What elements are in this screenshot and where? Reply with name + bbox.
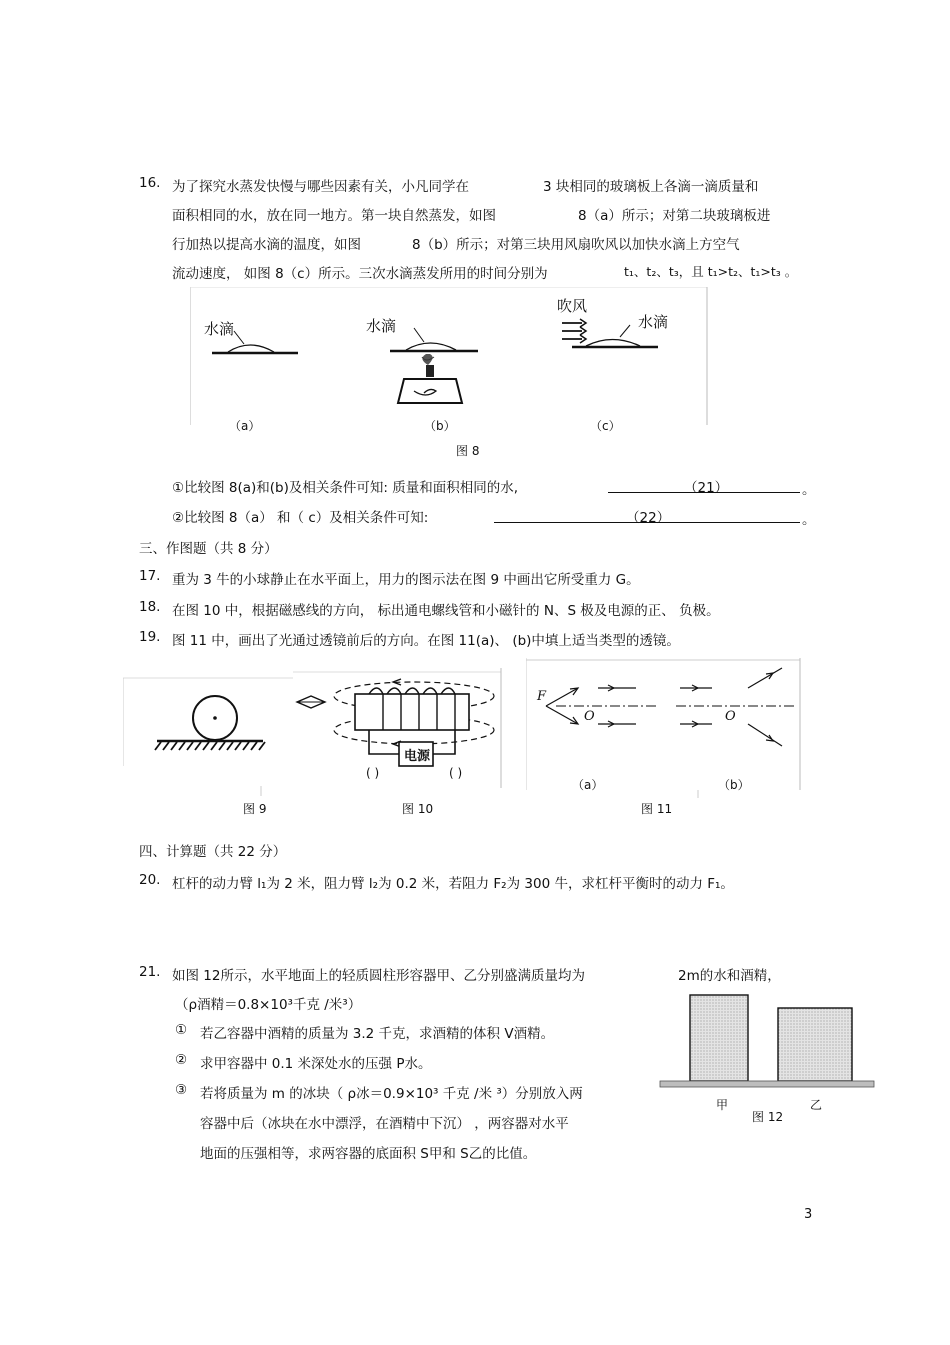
fig8-label-water-a: 水滴: [204, 320, 235, 338]
q16-sub2: ②比较图 8（a） 和（ c）及相关条件可知:: [172, 510, 429, 526]
fig11-O-label-a: O: [584, 709, 595, 724]
fig11-F-label: F: [537, 689, 547, 704]
fig10-paren-left: ( ): [366, 766, 380, 780]
figure-9: [123, 676, 295, 796]
page-number: 3: [804, 1207, 813, 1222]
q16-sub2-blank: （22）: [626, 510, 671, 526]
q16-line1b: 3 块相同的玻璃板上各滴一滴质量和: [543, 179, 759, 195]
fig11-caption-a: （a）: [572, 778, 604, 792]
section-3-heading: 三、作图题（共 8 分）: [139, 541, 278, 557]
fig8-caption: 图 8: [456, 444, 480, 458]
q16-sub2-end: 。: [802, 512, 816, 528]
q16-sub1-end: 。: [802, 482, 816, 498]
q21-p2: 求甲容器中 0.1 米深处水的压强 P水。: [200, 1056, 432, 1072]
q17-number: 17.: [139, 568, 161, 584]
fig10-power-label: 电源: [404, 749, 431, 764]
q21-p2-num: ②: [175, 1052, 188, 1068]
q16-line3b: 8（b）所示；对第三块用风扇吹风以加快水滴上方空气: [412, 237, 740, 253]
q21-line1b: 2m的水和酒精，: [678, 968, 781, 984]
q16-line1a: 为了探究水蒸发快慢与哪些因素有关，小凡同学在: [172, 179, 469, 195]
fig12-label-yi: 乙: [810, 1098, 823, 1112]
q19-text: 图 11 中，画出了光通过透镜前后的方向。在图 11(a)、 (b)中填上适当类型的透镜。: [172, 633, 680, 649]
q16-number: 16.: [139, 175, 161, 191]
q18-text: 在图 10 中，根据磁感线的方向， 标出通电螺线管和小磁针的 N、S 极及电源的正、 负极。: [172, 603, 720, 619]
fig10-paren-right: ( ): [449, 766, 463, 780]
fig8-label-water-c: 水滴: [638, 313, 669, 331]
fig8-label-water-b: 水滴: [366, 317, 397, 335]
q18-number: 18.: [139, 599, 161, 615]
q21-p3b: 容器中后（冰块在水中漂浮，在酒精中下沉） ，两容器对水平: [200, 1116, 569, 1132]
q21-line1: 如图 12所示，水平地面上的轻质圆柱形容器甲、乙分别盛满质量均为: [172, 968, 585, 984]
figure-8: [190, 287, 710, 435]
fig8-label-wind: 吹风: [557, 297, 588, 315]
q21-p1-num: ①: [175, 1022, 188, 1038]
q21-p1: 若乙容器中酒精的质量为 3.2 千克，求酒精的体积 V酒精。: [200, 1026, 555, 1042]
container-yi: [778, 1008, 852, 1081]
q21-line2: （ρ酒精＝0.8×10³千克 /米³）: [175, 997, 362, 1013]
fig8-caption-a: （a）: [229, 419, 261, 433]
figure-12: [658, 990, 878, 1090]
q16-line2a: 面积相同的水，放在同一地方。第一块自然蒸发，如图: [172, 208, 496, 224]
q16-sub1-blank: （21）: [684, 480, 729, 496]
q16-line4a: 流动速度， 如图 8（c）所示。三次水滴蒸发所用的时间分别为: [172, 266, 548, 282]
fig11-caption-b: （b）: [718, 778, 750, 792]
fig8-caption-b: （b）: [424, 419, 456, 433]
fig10-caption: 图 10: [402, 802, 434, 816]
fig12-label-jia: 甲: [716, 1098, 729, 1112]
q21-p3a: 若将质量为 m 的冰块（ ρ冰＝0.9×10³ 千克 /米 ³）分别放入两: [200, 1086, 583, 1102]
q20-text: 杠杆的动力臂 l₁为 2 米，阻力臂 l₂为 0.2 米，若阻力 F₂为 300 牛，求杠杆平衡时的动力 F₁。: [172, 876, 734, 892]
q21-p3-num: ③: [175, 1082, 188, 1098]
q21-p3c: 地面的压强相等，求两容器的底面积 S甲和 S乙的比值。: [200, 1146, 537, 1162]
figure-11: [526, 658, 802, 798]
q16-line4b: t₁、t₂、t₃，且 t₁>t₂、t₁>t₃ 。: [624, 264, 798, 279]
q16-line3a: 行加热以提高水滴的温度，如图: [172, 237, 361, 253]
q16-line2b: 8（a）所示；对第二块玻璃板进: [578, 208, 771, 224]
fig9-caption: 图 9: [243, 802, 267, 816]
container-jia: [690, 995, 748, 1081]
fig11-O-label-b: O: [725, 709, 736, 724]
q21-number: 21.: [139, 964, 161, 980]
figure-10: [293, 668, 505, 818]
q19-number: 19.: [139, 629, 161, 645]
fig11-caption: 图 11: [641, 802, 673, 816]
section-4-heading: 四、计算题（共 22 分）: [139, 844, 287, 860]
q16-sub1: ①比较图 8(a)和(b)及相关条件可知: 质量和面积相同的水,: [172, 480, 519, 496]
fig8-caption-c: （c）: [590, 419, 621, 433]
q17-text: 重为 3 牛的小球静止在水平面上，用力的图示法在图 9 中画出它所受重力 G。: [172, 572, 640, 588]
fig12-caption: 图 12: [752, 1110, 784, 1124]
q20-number: 20.: [139, 872, 161, 888]
